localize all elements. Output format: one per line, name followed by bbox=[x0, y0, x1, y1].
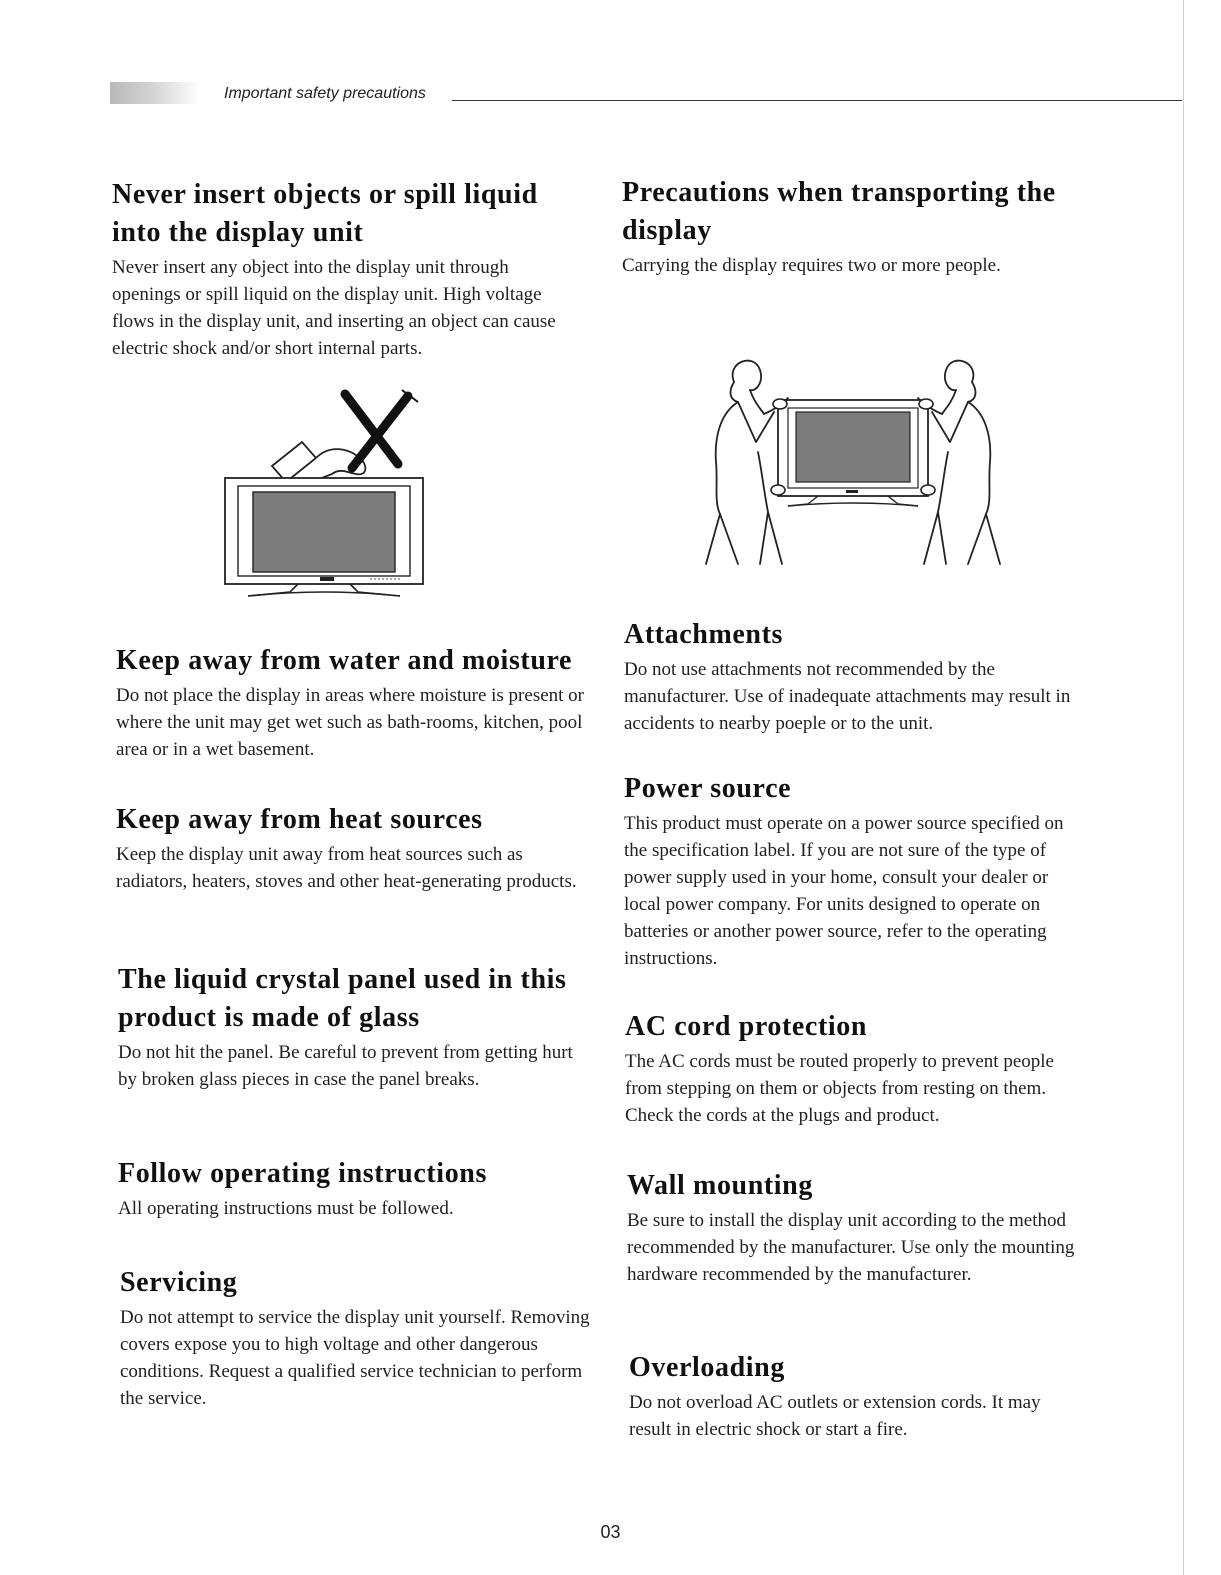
section-title: Wall mounting bbox=[627, 1170, 813, 1201]
section-title: Servicing bbox=[120, 1267, 238, 1298]
section-body: Do not hit the panel. Be careful to prevent from getting hurt by broken glass pieces in case the panel breaks. bbox=[118, 1042, 573, 1090]
section-title: The liquid crystal panel used in this product is made of glass bbox=[118, 964, 567, 1033]
section-title: Power source bbox=[624, 773, 792, 804]
section-body: Do not overload AC outlets or extension cords. It may result in electric shock or start a fire. bbox=[629, 1392, 1041, 1440]
section-body: Keep the display unit away from heat sources such as radiators, heaters, stoves and other heat-generating products. bbox=[116, 844, 577, 892]
section-servicing bbox=[120, 1264, 590, 1412]
section-body: This product must operate on a power source specified on the specification label. If you are not sure of the type of power supply used in your home, consult your dealer or local power company. For units designed to operate on batteries or another power source, refer to the operating instructions. bbox=[624, 813, 1064, 969]
section-body: Carrying the display requires two or more people. bbox=[622, 255, 1001, 276]
section-power-source bbox=[624, 770, 1084, 972]
section-title: Attachments bbox=[624, 619, 784, 650]
section-heat-sources bbox=[116, 801, 586, 895]
section-title: Never insert objects or spill liquid into the display unit bbox=[112, 179, 538, 248]
section-transporting bbox=[622, 174, 1092, 279]
page-number: 03 bbox=[600, 1522, 621, 1542]
section-never-insert bbox=[112, 176, 582, 362]
section-body: Be sure to install the display unit according to the method recommended by the manufacturer. Use only the mounting hardware recommended by the manufacturer. bbox=[627, 1210, 1075, 1285]
section-body: All operating instructions must be followed. bbox=[118, 1198, 454, 1219]
section-operating-instructions bbox=[118, 1155, 588, 1222]
section-body: Do not attempt to service the display unit yourself. Removing covers expose you to high voltage and other dangerous conditions. Request a qualified service technician to perform the service. bbox=[120, 1307, 590, 1409]
section-body: Never insert any object into the display unit through openings or spill liquid on the display unit. High voltage flows in the display unit, and inserting an object can cause electric shock and/or short internal parts. bbox=[112, 257, 556, 359]
section-ac-cord bbox=[625, 1008, 1095, 1129]
section-title: AC cord protection bbox=[625, 1011, 868, 1042]
section-title: Keep away from heat sources bbox=[116, 804, 483, 835]
section-title: Overloading bbox=[629, 1352, 785, 1383]
section-overloading bbox=[629, 1349, 1079, 1443]
section-title: Keep away from water and moisture bbox=[116, 645, 573, 676]
section-title: Precautions when transporting the display bbox=[622, 177, 1056, 246]
section-liquid-crystal bbox=[118, 961, 588, 1093]
two-people-carrying-tv-icon bbox=[698, 352, 1008, 568]
header-shade-bar bbox=[110, 82, 200, 104]
page-edge-line bbox=[1183, 0, 1184, 1575]
section-body: Do not place the display in areas where moisture is present or where the unit may get wet such as bath-rooms, kitchen, pool area or in a wet basement. bbox=[116, 685, 584, 760]
section-attachments bbox=[624, 616, 1084, 737]
section-water-moisture bbox=[116, 642, 596, 763]
section-wall-mounting bbox=[627, 1167, 1077, 1288]
section-title: Follow operating instructions bbox=[118, 1158, 487, 1189]
section-body: The AC cords must be routed properly to prevent people from stepping on them or objects from resting on them. Check the cords at the plugs and product. bbox=[625, 1051, 1054, 1126]
running-header: Important safety precautions bbox=[224, 85, 426, 102]
header-rule bbox=[452, 100, 1182, 101]
section-body: Do not use attachments not recommended by the manufacturer. Use of inadequate attachments may result in accidents to nearby poeple or to the unit. bbox=[624, 659, 1071, 734]
tv-no-objects-icon bbox=[220, 382, 430, 604]
